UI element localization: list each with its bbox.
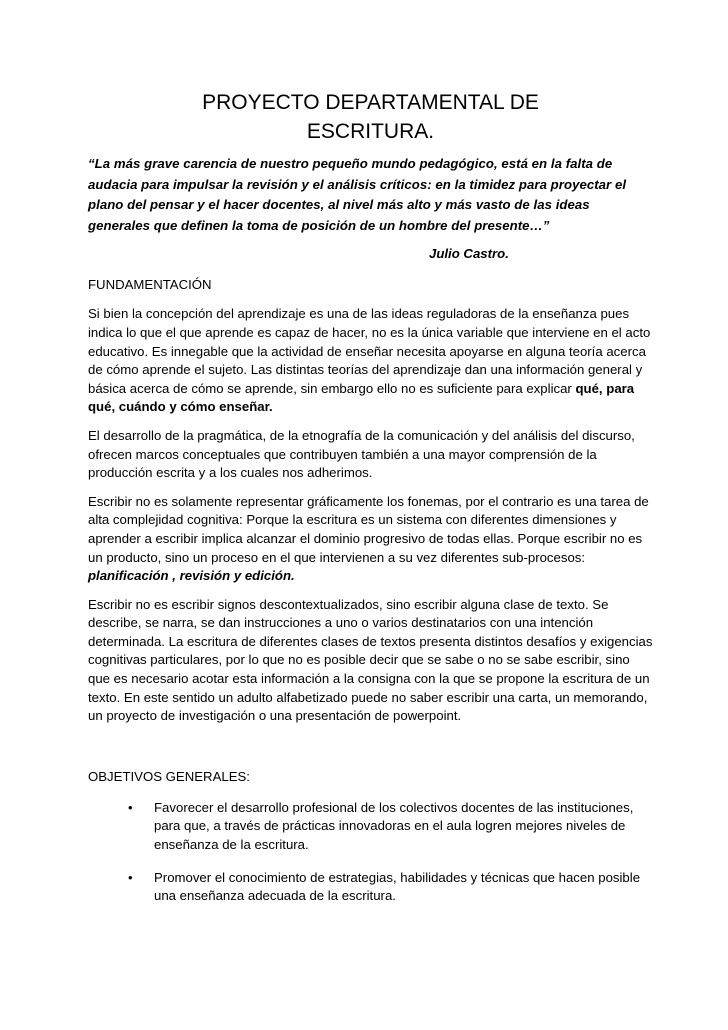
paragraph-1 (88, 305, 653, 417)
document-title (88, 88, 653, 146)
title-line-2: ESCRITURA. (306, 120, 435, 143)
section-heading-fundamentacion: FUNDAMENTACIÓN (88, 277, 212, 293)
paragraph-1-text: Si bien la concepción del aprendizaje es una de las ideas reguladoras de la enseñanza pues indica lo que el que aprende es capaz de hacer, no es la única variable que interviene en el acto educativo. Es innegable que la actividad de enseñar necesita apoyarse en alguna teoría acerca de cómo aprende el sujeto. Las distintas teorías del aprendizaje dan una información general y básica acerca de cómo se aprende, sin embargo ello no es suficiente para explicar (88, 306, 651, 396)
paragraph-4: Escribir no es escribir signos descontextualizados, sino escribir alguna clase de texto. Se describe, se narra, se dan instrucciones a uno o varios destinatarios con una intención determinada. La escritura de diferentes clases de textos presenta distintos desafíos y exigencias cognitivas particulares, por lo que no es posible decir que se sabe o no se sabe escribir, sino que es necesario acotar esta información a la consigna con la que se propone la escritura de un texto. En este sentido un adulto alfabetizado puede no saber escribir una carta, un memorando, un proyecto de investigación o una presentación de powerpoint. (88, 596, 653, 724)
list-item (88, 869, 653, 906)
paragraph-2: El desarrollo de la pragmática, de la etnografía de la comunicación y del análisis del discurso, ofrecen marcos conceptuales que contribuyen también a una mayor comprensión de la producción escrita y a los cuales nos adherimos. (88, 427, 635, 481)
epigraph-quote: “La más grave carencia de nuestro pequeño mundo pedagógico, está en la falta de audacia para impulsar la revisión y el análisis críticos: en la timidez para proyectar el plano del pensar y el hacer docentes, al nivel más alto y más vasto de las ideas generales que definen la toma de posición de un hombre del presente…” (88, 156, 627, 233)
objective-text: Favorecer el desarrollo profesional de los colectivos docentes de las instituciones, para que, a través de prácticas innovadoras en el aula logren mejores niveles de enseñanza de la escritura. (154, 799, 634, 853)
paragraph-3-bold-italic: planificación , revisión y edición. (88, 568, 295, 584)
objective-text: Promover el conocimiento de estrategias, habilidades y técnicas que hacen posible una enseñanza adecuada de la escritura. (154, 869, 641, 904)
bullet-icon: • (128, 799, 133, 815)
paragraph-3 (88, 493, 653, 586)
title-line-1: PROYECTO DEPARTAMENTAL DE (202, 91, 539, 114)
document-page (88, 88, 653, 920)
section-heading-objetivos: OBJETIVOS GENERALES: (88, 768, 250, 784)
list-item (88, 799, 653, 855)
objectives-list (88, 799, 653, 906)
bullet-icon: • (128, 869, 133, 885)
paragraph-1-bold: qué, para qué, cuándo y cómo enseñar. (88, 380, 635, 415)
paragraph-3-text: Escribir no es solamente representar gráficamente los fonemas, por el contrario es una tarea de alta complejidad cognitiva: Porque la escritura es un sistema con diferentes dimensiones y aprender a escribir implica alcanzar el dominio progresivo de todas ellas. Porque escribir no es un producto, sino un proceso en el que intervienen a su vez diferentes sub-procesos: (88, 493, 649, 565)
epigraph-author: Julio Castro. (429, 246, 509, 262)
